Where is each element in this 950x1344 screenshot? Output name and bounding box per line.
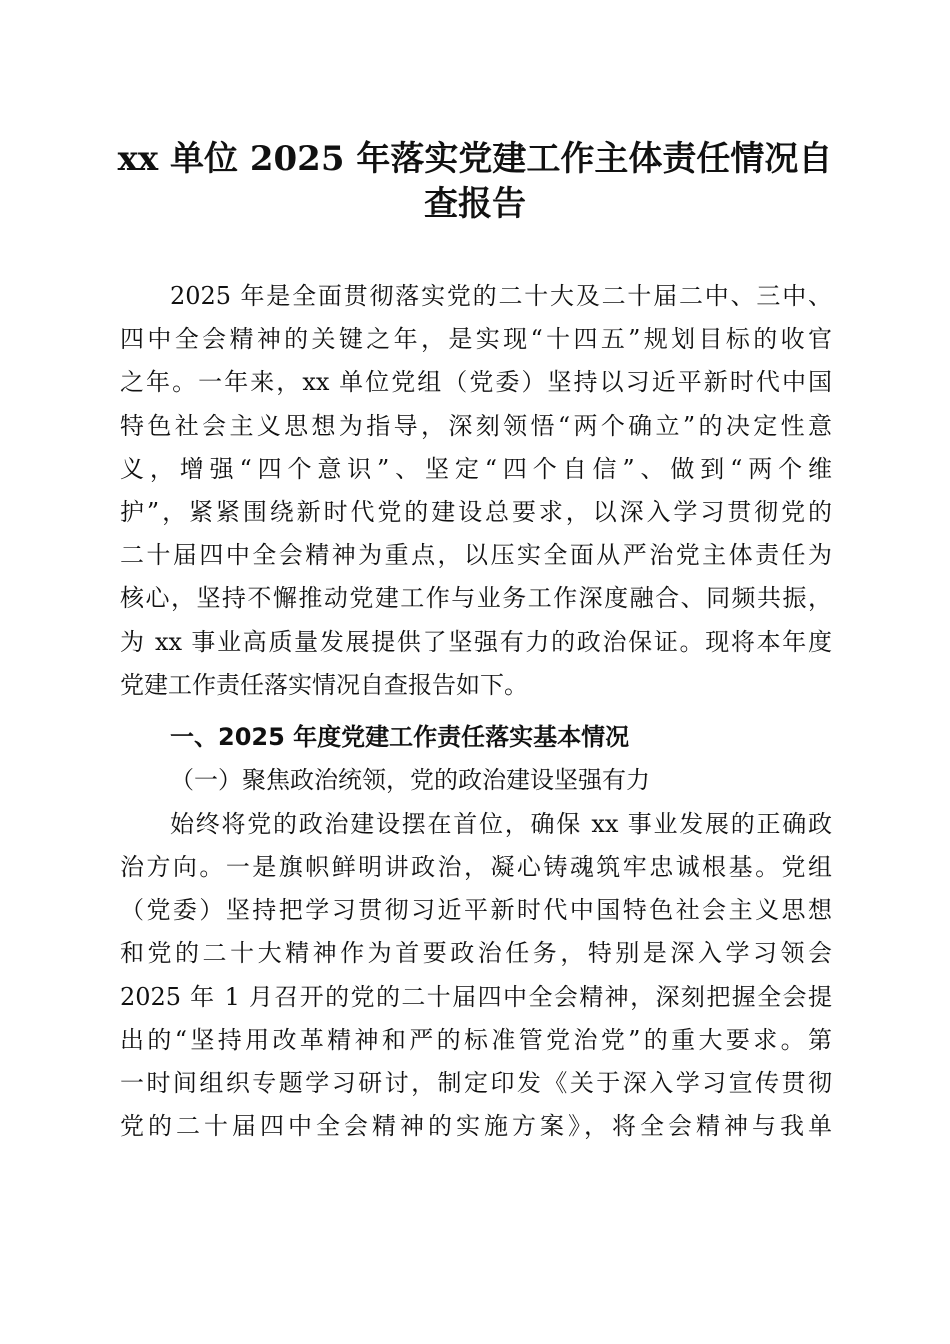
text-line: 2025 年 1 月召开的党的二十届四中全会精神，深刻把握全会提 [120,982,832,1011]
text-line: 一时间组织专题学习研讨，制定印发《关于深入学习宣传贯彻 [120,1069,832,1097]
text-line: 核心，坚持不懈推动党建工作与业务工作深度融合、同频共振， [120,584,832,613]
text-line: 党建工作责任落实情况自查报告如下。 [120,670,528,699]
text-line: 四中全会精神的关键之年，是实现“十四五”规划目标的收官 [120,325,832,354]
document-title [0,137,950,227]
text-line: 特色社会主义思想为指导，深刻领悟“两个确立”的决定性意 [120,411,832,440]
intro-paragraph [120,275,832,707]
document-body [120,275,832,1148]
text-line: 为 xx 事业高质量发展提供了坚强有力的政治保证。现将本年度 [120,627,832,656]
text-line: （党委）坚持把学习贯彻习近平新时代中国特色社会主义思想 [120,896,832,925]
text-line: 和党的二十大精神作为首要政治任务，特别是深入学习领会 [120,939,832,968]
text-line: 党的二十届四中全会精神的实施方案》，将全会精神与我单 [120,1112,832,1141]
subsection-heading: （一）聚焦政治统领，党的政治建设坚强有力 [170,765,650,794]
text-line: 治方向。一是旗帜鲜明讲政治，凝心铸魂筑牢忠诚根基。党组 [120,853,832,882]
text-line: 护”，紧紧围绕新时代党的建设总要求，以深入学习贯彻党的 [120,497,832,526]
title-line: xx 单位 2025 年落实党建工作主体责任情况自 [117,139,833,179]
text-line: 之年。一年来，xx 单位党组（党委）坚持以习近平新时代中国 [120,368,832,397]
text-line: 义，增强“四个意识”、坚定“四个自信”、做到“两个维 [120,454,832,483]
text-line: 二十届四中全会精神为重点，以压实全面从严治党主体责任为 [120,541,832,570]
text-line: 始终将党的政治建设摆在首位，确保 xx 事业发展的正确政 [170,809,832,838]
text-line: 出的“坚持用改革精神和严的标准管党治党”的重大要求。第 [120,1025,832,1054]
title-line: 查报告 [424,184,526,224]
body-paragraph [120,803,832,1149]
text-line: 2025 年是全面贯彻落实党的二十大及二十届二中、三中、 [170,282,832,310]
section-heading: 一、2025 年度党建工作责任落实基本情况 [170,722,630,751]
